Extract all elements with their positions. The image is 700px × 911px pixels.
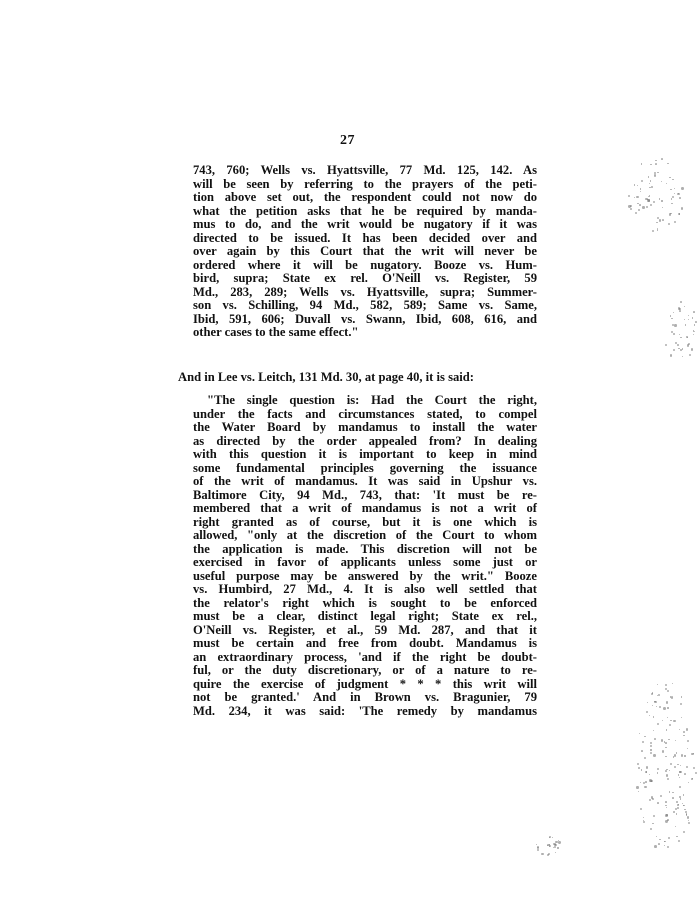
scan-speckle <box>685 324 687 326</box>
scan-speckle <box>665 756 667 758</box>
scan-speckle <box>552 837 553 838</box>
scan-speckle <box>661 200 662 201</box>
text-line: Md. 234, it was said: 'The remedy by mandamus <box>193 703 537 718</box>
scan-speckle <box>650 180 651 181</box>
scan-speckle <box>673 333 675 335</box>
scan-speckle <box>670 354 672 356</box>
text-line: must be a clear, distinct legal right; State ex rel., <box>193 609 537 623</box>
scan-speckle <box>658 694 660 696</box>
scan-speckle <box>665 770 667 772</box>
scan-speckle <box>657 723 659 725</box>
scan-speckle <box>652 823 653 824</box>
scan-speckle <box>687 748 688 749</box>
scan-speckle <box>683 805 684 806</box>
scan-speckle <box>692 317 694 319</box>
scan-speckle <box>641 769 642 770</box>
scan-speckle <box>662 219 664 221</box>
scan-speckle <box>665 747 667 749</box>
scan-speckle <box>640 782 641 783</box>
scan-speckle <box>653 716 654 717</box>
scan-speckle <box>668 223 670 225</box>
scan-speckle <box>679 310 681 312</box>
scan-speckle <box>641 750 643 752</box>
scan-speckle <box>673 811 675 813</box>
scan-speckle <box>649 715 650 716</box>
scan-speckle <box>671 198 673 200</box>
scan-speckle <box>650 749 651 750</box>
scan-speckle <box>684 773 686 775</box>
scan-speckle <box>667 846 669 848</box>
scan-speckle <box>695 772 697 774</box>
scan-speckle <box>555 852 557 854</box>
quote-continuation-paragraph <box>193 164 537 340</box>
scan-speckle <box>682 348 683 349</box>
scan-speckle <box>680 301 682 303</box>
text-line: ordered where it will be nugatory. Booze vs. Hum- <box>193 257 537 272</box>
text-line: an extraordinary process, 'and if the right be doubt- <box>193 649 537 664</box>
scan-speckle <box>672 179 674 181</box>
scan-speckle <box>657 217 659 219</box>
text-line: O'Neill vs. Register, et al., 59 Md. 287, and that it <box>193 622 537 637</box>
scan-speckle <box>634 184 636 186</box>
scan-speckle <box>646 766 648 768</box>
scan-speckle <box>678 348 680 350</box>
scan-speckle <box>673 312 674 313</box>
scan-speckle <box>683 735 684 736</box>
scan-speckle <box>656 706 657 707</box>
scan-speckle <box>669 724 671 726</box>
text-line: over again by this Court that the writ will never be <box>193 244 537 258</box>
scan-speckle <box>680 798 681 799</box>
scan-speckle <box>662 207 663 208</box>
scan-speckle <box>670 213 672 215</box>
scan-speckle <box>681 717 682 718</box>
scan-speckle <box>654 845 657 848</box>
scan-speckle <box>644 757 647 760</box>
scan-speckle <box>667 163 668 164</box>
text-line: as directed by the order appealed from? In dealing <box>193 433 537 448</box>
scan-speckle <box>668 837 670 839</box>
text-line: what the petition asks that he be required by manda- <box>193 203 537 218</box>
scan-speckle <box>670 189 672 191</box>
scan-speckle <box>657 229 658 230</box>
scan-speckle <box>656 222 658 224</box>
scan-speckle <box>541 853 543 855</box>
scan-speckle <box>667 778 669 780</box>
scan-speckle <box>645 781 647 783</box>
scan-speckle <box>683 831 685 833</box>
text-line: quire the exercise of judgment * * * this writ will <box>193 676 537 691</box>
scan-speckle <box>655 160 657 162</box>
scan-speckle <box>674 324 676 326</box>
scan-speckle <box>643 821 645 823</box>
scan-speckle <box>673 349 675 351</box>
text-line: membered that a writ of mandamus is not a writ of <box>193 501 537 515</box>
scan-speckle <box>646 206 648 208</box>
scan-speckle <box>680 765 681 766</box>
scan-speckle <box>663 707 666 710</box>
scan-speckle <box>688 782 689 783</box>
scan-speckle <box>641 163 642 164</box>
scan-speckle <box>642 741 644 743</box>
scan-speckle <box>672 196 674 198</box>
scan-speckle <box>672 683 673 684</box>
scan-speckle <box>683 794 684 795</box>
text-line: under the facts and circumstances stated, to compel <box>193 406 537 421</box>
scan-speckle <box>666 814 668 816</box>
scan-speckle <box>665 801 667 803</box>
scan-speckle <box>687 740 690 743</box>
scan-speckle <box>651 186 653 188</box>
text-line: tion above set out, the respondent could not now do <box>193 190 537 204</box>
scan-speckle <box>649 799 651 801</box>
scan-speckle <box>628 195 630 197</box>
text-line: exercised in favor of applicants unless some just or <box>193 555 537 569</box>
scan-speckle <box>650 204 652 206</box>
scan-speckle <box>652 705 653 706</box>
scan-speckle <box>672 797 674 799</box>
scan-speckle <box>667 690 669 692</box>
scan-speckle <box>677 764 678 765</box>
scan-speckle <box>684 319 686 321</box>
scan-speckle <box>676 836 677 837</box>
scan-speckle <box>558 841 560 843</box>
text-line: must be certain and free from doubt. Mandamus is <box>193 636 537 650</box>
text-line: of the writ of mandamus. It was said in Upshur vs. <box>193 474 537 488</box>
scan-speckle <box>659 839 661 841</box>
scan-speckle <box>675 826 677 828</box>
scan-speckle <box>694 324 696 326</box>
scan-speckle <box>667 707 668 708</box>
scan-speckle <box>635 212 637 214</box>
scan-speckle <box>660 795 662 797</box>
scan-speckle <box>657 772 658 773</box>
scan-speckle <box>659 706 661 708</box>
scan-speckle <box>655 163 657 165</box>
scan-speckle <box>665 742 667 744</box>
scan-speckle <box>689 354 691 356</box>
scan-speckle <box>645 771 647 773</box>
text-line: right granted as of course, but it is one which is <box>193 514 537 529</box>
scan-speckle <box>662 720 663 721</box>
text-line: vs. Humbird, 27 Md., 4. It is also well settled that <box>193 582 537 596</box>
scan-speckle <box>670 763 672 765</box>
scan-speckle <box>681 696 683 698</box>
scan-speckle <box>688 822 690 824</box>
scan-speckle <box>657 768 659 770</box>
text-line: some fundamental principles governing the issuance <box>193 460 537 475</box>
scan-speckle <box>641 180 643 182</box>
text-line: bird, supra; State ex rel. O'Neill vs. Register, 59 <box>193 271 537 285</box>
text-line: Md., 283, 289; Wells vs. Hyattsville, supra; Summer- <box>193 284 537 299</box>
page-number: 27 <box>340 133 355 148</box>
scan-speckle <box>658 843 660 845</box>
scan-speckle <box>670 720 672 722</box>
scan-speckle <box>652 692 653 693</box>
scan-speckle <box>665 344 667 346</box>
scan-speckle <box>639 204 641 206</box>
scan-speckle <box>654 701 656 703</box>
scan-speckle <box>682 356 683 357</box>
scan-speckle <box>692 778 693 779</box>
text-line: Ibid, 591, 606; Duvall vs. Swann, Ibid, 608, 616, and <box>193 311 537 326</box>
scan-speckle <box>557 847 558 848</box>
scan-speckle <box>656 836 657 837</box>
text-line: will be seen by referring to the prayers of the peti- <box>193 176 537 191</box>
text-line: the Water Board by mandamus to install the water <box>193 420 537 434</box>
scan-speckle <box>679 334 680 335</box>
scan-speckle <box>686 766 689 769</box>
scan-speckle <box>671 318 672 319</box>
scan-speckle <box>657 684 658 685</box>
scan-speckle <box>650 828 652 830</box>
scan-speckle <box>666 774 668 776</box>
text-line: "The single question is: Had the Court the right, <box>207 393 537 407</box>
scan-speckle <box>652 798 654 800</box>
scan-speckle <box>679 786 681 788</box>
scan-speckle <box>674 188 675 189</box>
scan-speckle <box>681 187 683 189</box>
scan-speckle <box>687 816 689 818</box>
scan-speckle <box>652 230 654 232</box>
scan-speckle <box>674 193 675 194</box>
scan-speckle <box>649 183 650 184</box>
scan-speckle <box>695 321 697 323</box>
scan-speckle <box>653 815 655 817</box>
scan-speckle <box>687 337 688 338</box>
scan-speckle <box>677 344 679 346</box>
scan-speckle <box>678 774 679 775</box>
text-line: ful, or the duty discretionary, or of a nature to re- <box>193 663 537 677</box>
scan-speckle <box>669 770 670 771</box>
scan-speckle <box>640 808 642 810</box>
scan-speckle <box>679 771 682 774</box>
scan-speckle <box>653 730 654 731</box>
scan-speckle <box>679 213 680 214</box>
text-line: other cases to the same effect." <box>193 325 359 339</box>
scan-speckle <box>677 804 679 806</box>
text-line: the application is made. This discretion will not be <box>193 541 537 556</box>
scan-speckle <box>673 720 675 722</box>
scan-speckle <box>644 736 646 738</box>
scan-speckle <box>688 315 689 316</box>
scan-speckle <box>634 197 635 198</box>
scan-speckle <box>693 767 695 769</box>
scan-speckle <box>659 219 661 221</box>
scan-speckle <box>676 813 677 814</box>
scan-speckle <box>657 172 659 174</box>
scan-speckle <box>642 206 644 208</box>
text-line: directed to be issued. It has been decided over and <box>193 230 537 245</box>
scan-speckle <box>647 702 648 703</box>
scan-speckle <box>638 209 640 211</box>
scan-speckle <box>638 767 640 769</box>
scan-speckle <box>688 319 689 320</box>
scan-speckle <box>653 754 655 756</box>
scan-speckle <box>666 729 668 731</box>
scan-speckle <box>661 181 662 182</box>
scan-speckle <box>673 756 674 757</box>
scan-speckle <box>664 845 665 846</box>
scan-speckle <box>636 196 638 198</box>
scan-speckle <box>678 840 680 842</box>
scan-speckle <box>669 791 670 792</box>
scan-speckle <box>657 802 659 804</box>
scan-speckle <box>654 174 657 177</box>
scan-speckle <box>650 164 651 165</box>
scan-speckle <box>669 177 670 178</box>
scan-speckle <box>650 752 652 754</box>
scan-speckle <box>691 348 693 350</box>
scan-speckle <box>644 786 646 788</box>
scan-speckle <box>686 728 688 730</box>
scan-speckle <box>637 763 640 766</box>
text-line: useful purpose may be answered by the writ." Booze <box>193 568 537 583</box>
scan-speckle <box>680 703 682 705</box>
scan-speckle <box>640 188 641 189</box>
scan-speckle <box>683 731 685 733</box>
scan-speckle <box>666 701 668 703</box>
scan-speckle <box>537 849 539 851</box>
scan-speckle <box>670 315 671 316</box>
text-line: Baltimore City, 94 Md., 743, that: 'It must be re- <box>193 487 537 502</box>
scan-speckle <box>681 754 683 756</box>
text-line: mus to do, and the writ would be nugatory if it was <box>193 217 537 231</box>
scan-speckle <box>676 801 678 803</box>
scan-speckle <box>674 766 676 768</box>
scan-speckle <box>684 755 685 756</box>
scan-speckle <box>659 198 661 200</box>
scan-speckle <box>637 185 638 186</box>
text-line: allowed, "only at the discretion of the Court to whom <box>193 528 537 542</box>
scan-speckle <box>638 791 639 792</box>
scan-speckle <box>662 750 664 752</box>
scan-speckle <box>681 207 684 210</box>
scan-speckle <box>684 306 685 307</box>
scan-speckle <box>648 199 651 202</box>
text-line: son vs. Schilling, 94 Md., 582, 589; Same vs. Same, <box>193 298 537 312</box>
scan-speckle <box>666 807 667 808</box>
text-line: the relator's right which is sought to be enforced <box>193 595 537 610</box>
text-line: with this question it is important to keep in mind <box>193 447 537 461</box>
scan-speckle <box>630 208 632 210</box>
scan-speckle <box>676 752 677 753</box>
scan-speckle <box>648 176 649 177</box>
scan-speckle <box>649 774 650 775</box>
scan-speckle <box>672 792 673 793</box>
scan-speckle <box>666 183 667 184</box>
scan-speckle <box>646 711 648 713</box>
citation-intro-line: And in Lee vs. Leitch, 131 Md. 30, at page 40, it is said: <box>178 370 474 384</box>
scan-speckle <box>693 334 694 335</box>
scan-speckle <box>674 221 676 223</box>
scan-speckle <box>674 754 676 756</box>
text-line: 743, 760; Wells vs. Hyattsville, 77 Md. 125, 142. As <box>193 163 537 177</box>
scan-speckle <box>679 197 681 199</box>
scan-speckle <box>694 331 695 332</box>
scan-speckle <box>668 739 669 740</box>
scan-speckle <box>693 311 695 313</box>
block-quote-paragraph <box>193 394 537 718</box>
scan-speckle <box>653 201 655 203</box>
scan-speckle <box>671 696 673 698</box>
scan-speckle <box>665 684 667 686</box>
scan-speckle <box>636 786 638 788</box>
scan-speckle <box>679 729 680 730</box>
scan-speckle <box>680 337 682 339</box>
scan-speckle <box>675 740 676 741</box>
scan-speckle <box>671 203 673 205</box>
scan-speckle <box>654 738 656 740</box>
scan-speckle <box>679 777 680 778</box>
scan-speckle <box>643 817 645 819</box>
scan-speckle <box>667 717 668 718</box>
scan-speckle <box>649 187 651 189</box>
scan-speckle <box>665 820 667 822</box>
text-line: not be granted.' And in Brown vs. Bragunier, 79 <box>193 690 537 704</box>
scan-speckle <box>661 158 663 160</box>
scan-speckle <box>650 742 652 744</box>
scan-speckle <box>650 745 652 747</box>
scan-speckle <box>639 733 640 734</box>
scan-speckle <box>640 191 641 192</box>
